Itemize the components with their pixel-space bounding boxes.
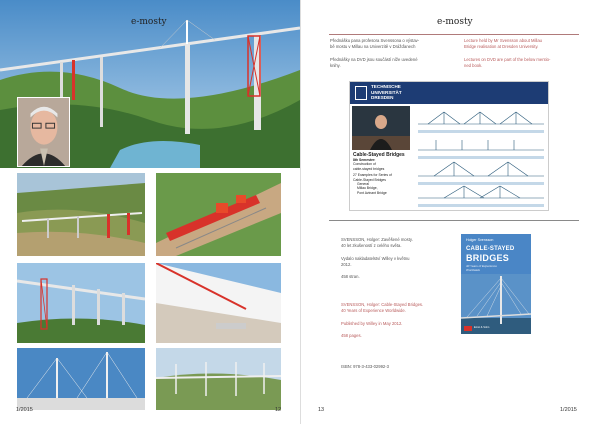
right-page-header: e-mosty — [437, 17, 473, 27]
intro-en-line: Lectures on DVD are part of the below mentio- — [464, 56, 551, 62]
right-page-number: 13 — [318, 407, 325, 413]
intro-cz-line: bě mostu v Millau na Univerzitě v Drážďanech — [330, 44, 416, 50]
book-cover-publisher: Ernst & Sohn — [474, 326, 490, 329]
book-cover-bridge-photo — [461, 274, 531, 334]
header-rule — [329, 34, 579, 35]
intro-en-line: ned book. — [464, 62, 483, 68]
intro-czech — [330, 38, 450, 69]
photo-construction-valley — [17, 173, 145, 256]
book-cover-subtitle-line: Worldwide — [466, 267, 481, 272]
university-name — [371, 84, 402, 101]
intro-english — [464, 38, 584, 69]
photo-viaduct-pylons — [17, 263, 145, 343]
university-line: UNIVERSITÄT — [371, 89, 402, 95]
intro-cz-line: knihy. — [330, 62, 341, 68]
book-cz-line: SVENSSON, Holger: Zavěšené mosty. — [341, 237, 413, 242]
book-en-line: SVENSSON, Holger: Cable-Stayed Bridges. — [341, 302, 424, 307]
lecture-video-frame — [352, 106, 410, 150]
book-en-line: 40 Years of Experience Worldwide. — [341, 308, 406, 314]
book-cover-author: Holger Svensson — [466, 238, 494, 242]
right-footer-date: 1/2015 — [560, 407, 577, 413]
slide-title: Cable-Stayed Bridges — [353, 152, 405, 158]
slide-item: Pont Avinant Bridge — [357, 190, 387, 195]
intro-cz-line: Přednášky na DVD jsou součástí níže uvedené — [330, 56, 418, 62]
tu-dresden-logo-icon — [355, 86, 367, 100]
slide-examples-line: Cable-Stayed Bridges — [353, 177, 386, 182]
slide-header-band — [350, 82, 549, 104]
slide-subtitle-line: Construction of — [353, 162, 376, 167]
book-en-line: 458 pages. — [341, 333, 362, 339]
slide-text-block — [353, 152, 413, 195]
photo-deck-with-red-equipment — [156, 173, 281, 256]
book-info-english — [341, 302, 461, 339]
intro-en-line: Lecture held by Mr Svensson about Millau — [464, 38, 542, 43]
isbn-number: ISBN: 978-3-433-02992-3 — [341, 364, 389, 369]
left-footer-date: 1/2015 — [16, 407, 33, 413]
photo-deck-surface — [156, 263, 281, 343]
slide-semester: 8th Semester: — [353, 158, 376, 162]
right-page — [300, 0, 600, 424]
university-line: DRESDEN — [371, 95, 394, 101]
book-info-czech — [341, 237, 461, 280]
book-cover-title-line: BRIDGES — [466, 253, 510, 263]
left-page-header: e-mosty — [131, 17, 167, 27]
left-page-number: 12 — [275, 407, 282, 413]
slide-item: Millau Bridge, — [357, 186, 378, 191]
book-cz-line: 40 let zkušeností z celého světa. — [341, 243, 402, 249]
university-line: TECHNISCHE — [371, 84, 401, 89]
book-cover-cable-stayed-bridges — [461, 234, 531, 334]
book-en-line: Published by Willey in May 2012. — [341, 320, 403, 326]
book-cover-subtitle — [466, 265, 497, 273]
book-cz-line: Vydalo nakladatelství Willey v květnu — [341, 255, 410, 261]
intro-en-line: Bridge realisation at Dresden University. — [464, 44, 539, 50]
book-cover-title-line: CABLE-STAYED — [466, 246, 515, 252]
dvd-lecture-slide — [349, 81, 549, 211]
photo-viaduct-aerial — [156, 348, 281, 410]
photo-pylon-cables — [17, 348, 145, 410]
slide-bridge-drawings — [414, 106, 548, 210]
section-rule — [329, 220, 579, 221]
book-cz-line: 2012. — [341, 261, 352, 267]
slide-item: General — [357, 182, 370, 187]
slide-examples-line: 27 Examples for Series of — [353, 173, 392, 178]
slide-subtitle-line: cable-stayed bridges — [353, 166, 385, 171]
book-cz-line: 458 stran. — [341, 274, 360, 280]
book-cover-subtitle-line: 40 Years of Experience — [466, 264, 497, 268]
portrait-professor-svensson — [17, 97, 70, 167]
intro-cz-line: Přednášku pana profesora Svenssona o výstav- — [330, 38, 420, 43]
